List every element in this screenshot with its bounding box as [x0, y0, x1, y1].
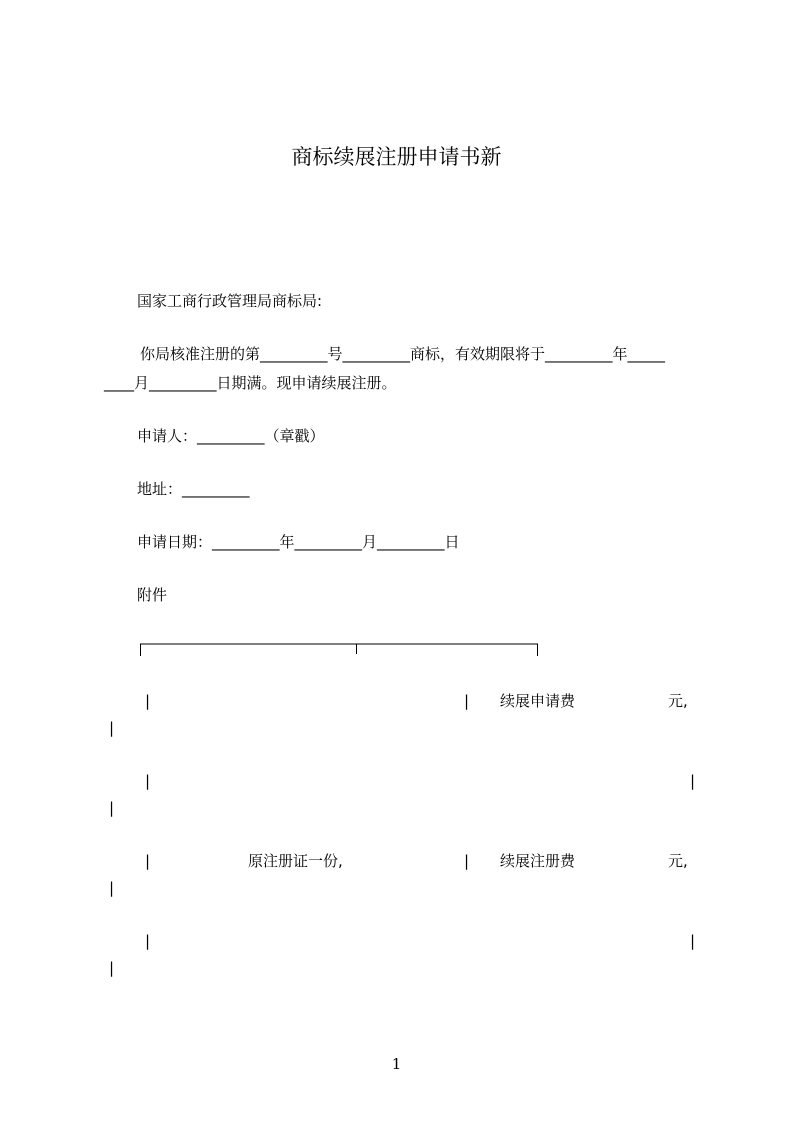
body-line-1: 你局核准注册的第_________号_________商标，有效期限将于_________年_____ — [140, 345, 666, 363]
table-row1-left-bar: | — [145, 692, 151, 710]
table-row3-mid-bar: | — [464, 852, 470, 870]
renewal-registration-fee-unit: 元, — [668, 852, 688, 870]
table-row4-left-bar: | — [145, 932, 151, 950]
address-line: 地址：_________ — [137, 480, 250, 498]
table-row2-left-bar: | — [145, 772, 151, 790]
renewal-application-fee-unit: 元, — [668, 692, 688, 710]
table-row4-right-bar: | — [690, 932, 696, 950]
table-row3-left-bar: | — [145, 852, 151, 870]
table-row4-wrap-bar: | — [109, 959, 115, 977]
apply-date-line: 申请日期：_________年_________月_________日 — [137, 533, 460, 551]
addressee: 国家工商行政管理局商标局: — [137, 292, 323, 310]
table-row1-mid-bar: | — [464, 692, 470, 710]
table-row2-right-bar: | — [690, 772, 696, 790]
applicant-line: 申请人：_________（章戳） — [137, 427, 325, 445]
original-certificate-text: 原注册证一份, — [248, 852, 343, 870]
table-row1-wrap-bar: | — [109, 719, 115, 737]
attachment-label: 附件 — [137, 586, 168, 604]
table-row2-wrap-bar: | — [109, 799, 115, 817]
document-title: 商标续展注册申请书新 — [291, 145, 502, 169]
body-line-2: ____月_________日期满。现申请续展注册。 — [104, 374, 397, 392]
renewal-application-fee-label: 续展申请费 — [500, 692, 576, 710]
table-top-border — [140, 640, 538, 656]
renewal-registration-fee-label: 续展注册费 — [500, 852, 576, 870]
page-number: 1 — [391, 1055, 402, 1073]
table-row3-wrap-bar: | — [109, 879, 115, 897]
